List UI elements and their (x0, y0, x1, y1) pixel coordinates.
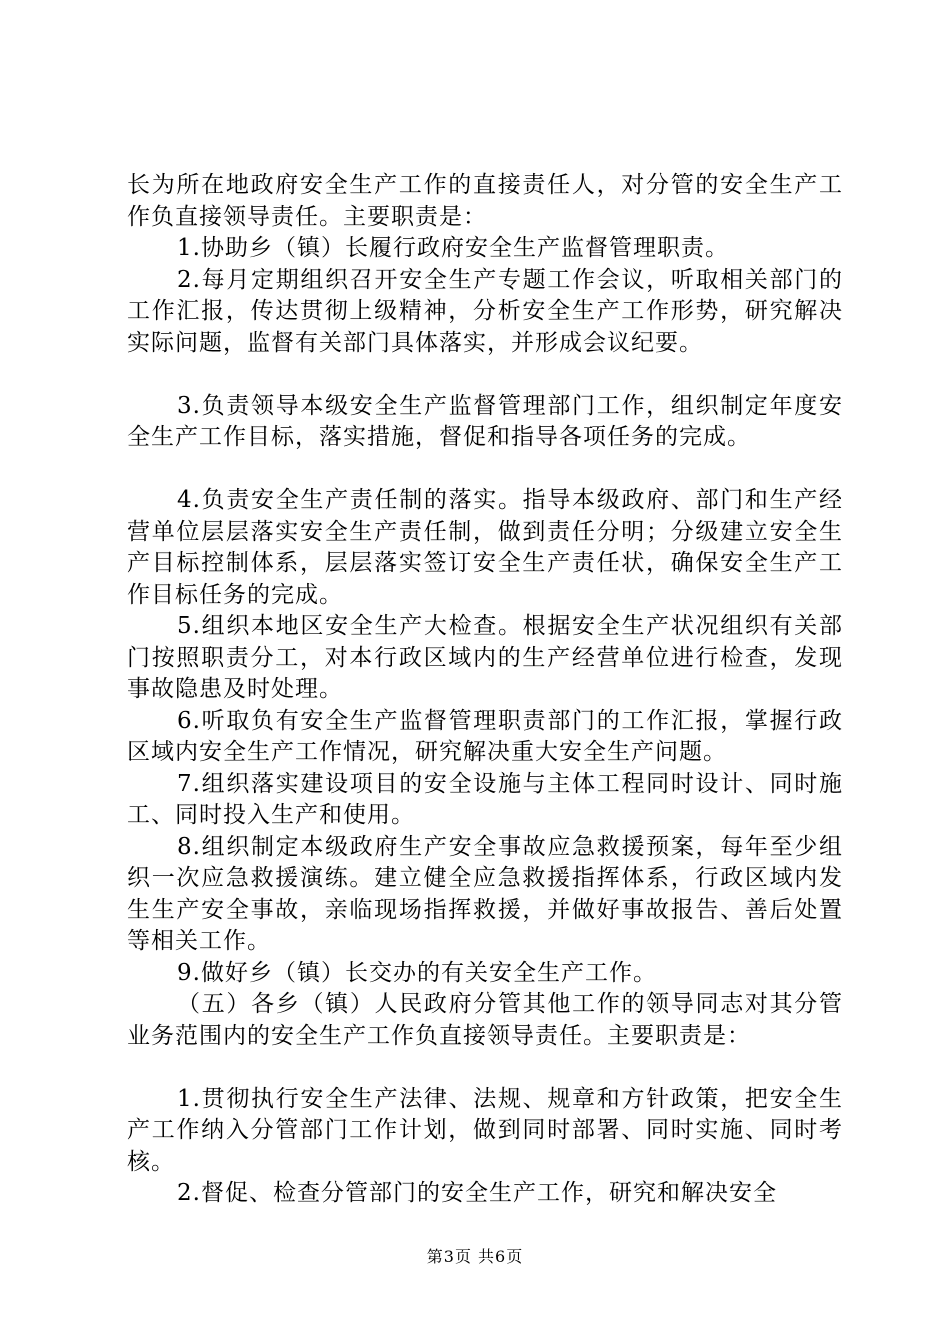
paragraph-sub-item-2: 2.督促、检查分管部门的安全生产工作，研究和解决安全 (177, 1180, 777, 1206)
section-heading-5: （五）各乡（镇）人民政府分管其他工作的领导同志对其分管业务范围内的安全生产工作负直接领导责任。主要职责是： (127, 991, 843, 1049)
paragraph-continuation: 长为所在地政府安全生产工作的直接责任人，对分管的安全生产工作负直接领导责任。主要职责是： (127, 172, 843, 230)
paragraph-item-6: 6.听取负有安全生产监督管理职责部门的工作汇报，掌握行政区域内安全生产工作情况，研究解决重大安全生产问题。 (127, 707, 843, 765)
paragraph-sub-item-1: 1.贯彻执行安全生产法律、法规、规章和方针政策，把安全生产工作纳入分管部门工作计划，做到同时部署、同时实施、同时考核。 (127, 1085, 843, 1175)
document-body (127, 170, 843, 1210)
paragraph-item-7: 7.组织落实建设项目的安全设施与主体工程同时设计、同时施工、同时投入生产和使用。 (127, 770, 843, 828)
paragraph-item-1: 1.协助乡（镇）长履行政府安全生产监督管理职责。 (177, 235, 729, 261)
paragraph-item-9: 9.做好乡（镇）长交办的有关安全生产工作。 (177, 959, 657, 986)
page-number-label: 第3页 共6页 (426, 1247, 524, 1266)
paragraph-item-2: 2.每月定期组织召开安全生产专题工作会议，听取相关部门的工作汇报，传达贯彻上级精神，分析安全生产工作形势，研究解决实际问题，监督有关部门具体落实，并形成会议纪要。 (127, 266, 843, 356)
paragraph-item-4: 4.负责安全生产责任制的落实。指导本级政府、部门和生产经营单位层层落实安全生产责任制，做到责任分明；分级建立安全生产目标控制体系，层层落实签订安全生产责任状，确保安全生产工作目标任务的完成。 (127, 487, 843, 608)
paragraph-item-3: 3.负责领导本级安全生产监督管理部门工作，组织制定年度安全生产工作目标，落实措施，督促和指导各项任务的完成。 (127, 392, 843, 450)
page-footer (0, 1244, 950, 1267)
paragraph-item-5: 5.组织本地区安全生产大检查。根据安全生产状况组织有关部门按照职责分工，对本行政区域内的生产经营单位进行检查，发现事故隐患及时处理。 (127, 613, 843, 702)
paragraph-item-8: 8.组织制定本级政府生产安全事故应急救援预案，每年至少组织一次应急救援演练。建立健全应急救援指挥体系，行政区域内发生生产安全事故，亲临现场指挥救援，并做好事故报告、善后处置等相关工作。 (127, 833, 843, 954)
